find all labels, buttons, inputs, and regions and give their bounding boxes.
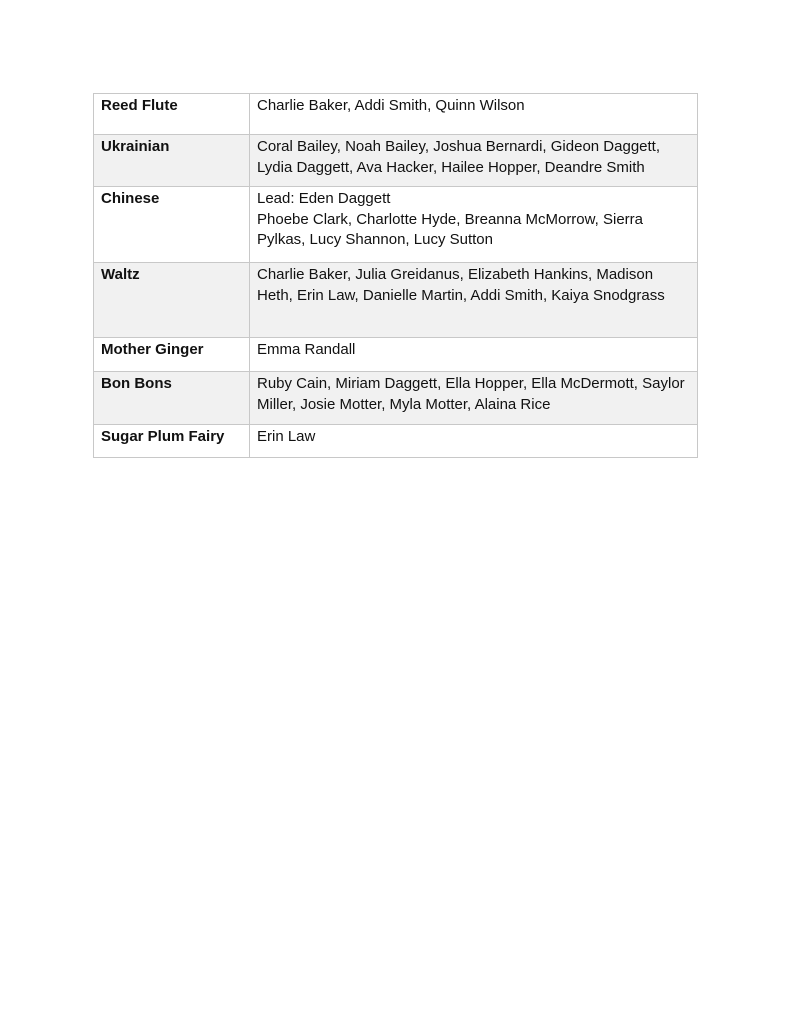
table-row xyxy=(94,425,698,458)
table-row xyxy=(94,338,698,372)
dancers-cell xyxy=(250,94,698,135)
role-cell: Waltz xyxy=(94,263,250,338)
dancers-cell xyxy=(250,187,698,263)
dancers-line: Charlie Baker, Julia Greidanus, Elizabeth Hankins, Madison Heth, Erin Law, Danielle Martin, Addi Smith, Kaiya Snodgrass xyxy=(257,266,665,304)
table-row xyxy=(94,135,698,187)
table-row xyxy=(94,263,698,338)
role-cell: Reed Flute xyxy=(94,94,250,135)
dancers-line: Charlie Baker, Addi Smith, Quinn Wilson xyxy=(257,97,525,114)
dancers-cell xyxy=(250,263,698,338)
role-cell: Mother Ginger xyxy=(94,338,250,372)
cast-table xyxy=(93,93,698,458)
role-cell: Chinese xyxy=(94,187,250,263)
dancers-cell xyxy=(250,425,698,458)
dancers-line: Ruby Cain, Miriam Daggett, Ella Hopper, Ella McDermott, Saylor Miller, Josie Motter, Myla Motter, Alaina Rice xyxy=(257,375,685,413)
role-cell: Bon Bons xyxy=(94,372,250,425)
role-cell: Sugar Plum Fairy xyxy=(94,425,250,458)
dancers-lead-line: Lead: Eden Daggett xyxy=(257,190,391,207)
table-row xyxy=(94,187,698,263)
dancers-cell xyxy=(250,338,698,372)
table-row xyxy=(94,372,698,425)
dancers-cell xyxy=(250,135,698,187)
dancers-cell xyxy=(250,372,698,425)
dancers-line: Erin Law xyxy=(257,428,316,445)
table-row xyxy=(94,94,698,135)
role-cell: Ukrainian xyxy=(94,135,250,187)
dancers-line: Phoebe Clark, Charlotte Hyde, Breanna McMorrow, Sierra Pylkas, Lucy Shannon, Lucy Sutton xyxy=(257,210,644,248)
dancers-line: Emma Randall xyxy=(257,341,356,358)
dancers-line: Coral Bailey, Noah Bailey, Joshua Bernardi, Gideon Daggett, Lydia Daggett, Ava Hacker, Hailee Hopper, Deandre Smith xyxy=(257,138,661,176)
